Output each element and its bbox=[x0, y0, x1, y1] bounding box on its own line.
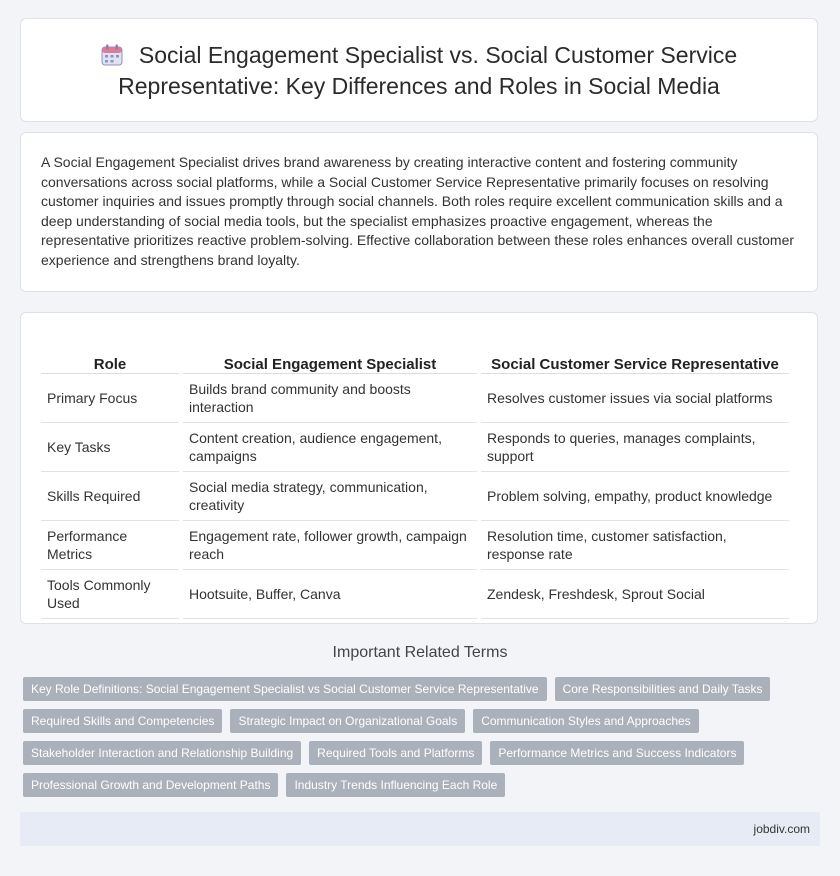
table-cell: Key Tasks bbox=[41, 423, 179, 472]
page-title-text: Social Engagement Specialist vs. Social Customer Service Representative: Key Differences and Roles in Social Media bbox=[118, 41, 738, 99]
table-row bbox=[41, 472, 789, 521]
related-term-tag[interactable]: Key Role Definitions: Social Engagement Specialist vs Social Customer Service Representative bbox=[23, 677, 547, 701]
tag-row bbox=[23, 709, 823, 733]
table-cell: Zendesk, Freshdesk, Sprout Social bbox=[481, 570, 789, 619]
table-header: Social Engagement Specialist bbox=[183, 331, 477, 374]
table-cell: Primary Focus bbox=[41, 374, 179, 423]
table-cell: Content creation, audience engagement, campaigns bbox=[183, 423, 477, 472]
related-term-tag[interactable]: Stakeholder Interaction and Relationship Building bbox=[23, 741, 301, 765]
related-term-tag[interactable]: Strategic Impact on Organizational Goals bbox=[230, 709, 465, 733]
calendar-icon bbox=[101, 44, 123, 72]
table-cell: Builds brand community and boosts interaction bbox=[183, 374, 477, 423]
table-cell: Hootsuite, Buffer, Canva bbox=[183, 570, 477, 619]
related-term-tag[interactable]: Required Skills and Competencies bbox=[23, 709, 222, 733]
intro-paragraph: A Social Engagement Specialist drives brand awareness by creating interactive content and fostering community conversations across social platforms, while a Social Customer Service Representative primarily focuses on resolving customer inquiries and issues promptly through social channels. Both roles require excellent communication skills and a deep understanding of social media tools, but the specialist emphasizes proactive engagement, whereas the representative prioritizes reactive problem-solving. Effective collaboration between these roles enhances overall customer experience and strengthens brand loyalty. bbox=[41, 154, 795, 268]
table-cell: Resolves customer issues via social platforms bbox=[481, 374, 789, 423]
table-cell: Problem solving, empathy, product knowledge bbox=[481, 472, 789, 521]
footer bbox=[20, 812, 820, 846]
footer-site-link[interactable]: jobdiv.com bbox=[753, 822, 810, 836]
table-header: Social Customer Service Representative bbox=[481, 331, 789, 374]
table-cell: Resolution time, customer satisfaction, response rate bbox=[481, 521, 789, 570]
tag-row bbox=[23, 677, 823, 701]
table-row bbox=[41, 374, 789, 423]
table-row bbox=[41, 570, 789, 619]
related-terms-list bbox=[23, 677, 823, 805]
table-row bbox=[41, 423, 789, 472]
table-cell: Skills Required bbox=[41, 472, 179, 521]
related-term-tag[interactable]: Professional Growth and Development Paths bbox=[23, 773, 278, 797]
tag-row bbox=[23, 773, 823, 797]
related-terms-title: Important Related Terms bbox=[332, 644, 508, 661]
table-cell: Social media strategy, communication, creativity bbox=[183, 472, 477, 521]
related-term-tag[interactable]: Performance Metrics and Success Indicators bbox=[490, 741, 744, 765]
comparison-card bbox=[20, 312, 818, 624]
table-cell: Tools Commonly Used bbox=[41, 570, 179, 619]
related-term-tag[interactable]: Core Responsibilities and Daily Tasks bbox=[555, 677, 771, 701]
table-header: Role bbox=[41, 331, 179, 374]
related-term-tag[interactable]: Required Tools and Platforms bbox=[309, 741, 482, 765]
page-title bbox=[69, 41, 769, 100]
comparison-table bbox=[37, 331, 793, 619]
related-term-tag[interactable]: Industry Trends Influencing Each Role bbox=[286, 773, 505, 797]
title-card bbox=[20, 18, 818, 122]
table-header-row bbox=[41, 331, 789, 374]
tag-row bbox=[23, 741, 823, 765]
table-row bbox=[41, 521, 789, 570]
related-term-tag[interactable]: Communication Styles and Approaches bbox=[473, 709, 698, 733]
intro-card bbox=[20, 132, 818, 292]
table-cell: Performance Metrics bbox=[41, 521, 179, 570]
table-cell: Responds to queries, manages complaints, support bbox=[481, 423, 789, 472]
table-cell: Engagement rate, follower growth, campaign reach bbox=[183, 521, 477, 570]
